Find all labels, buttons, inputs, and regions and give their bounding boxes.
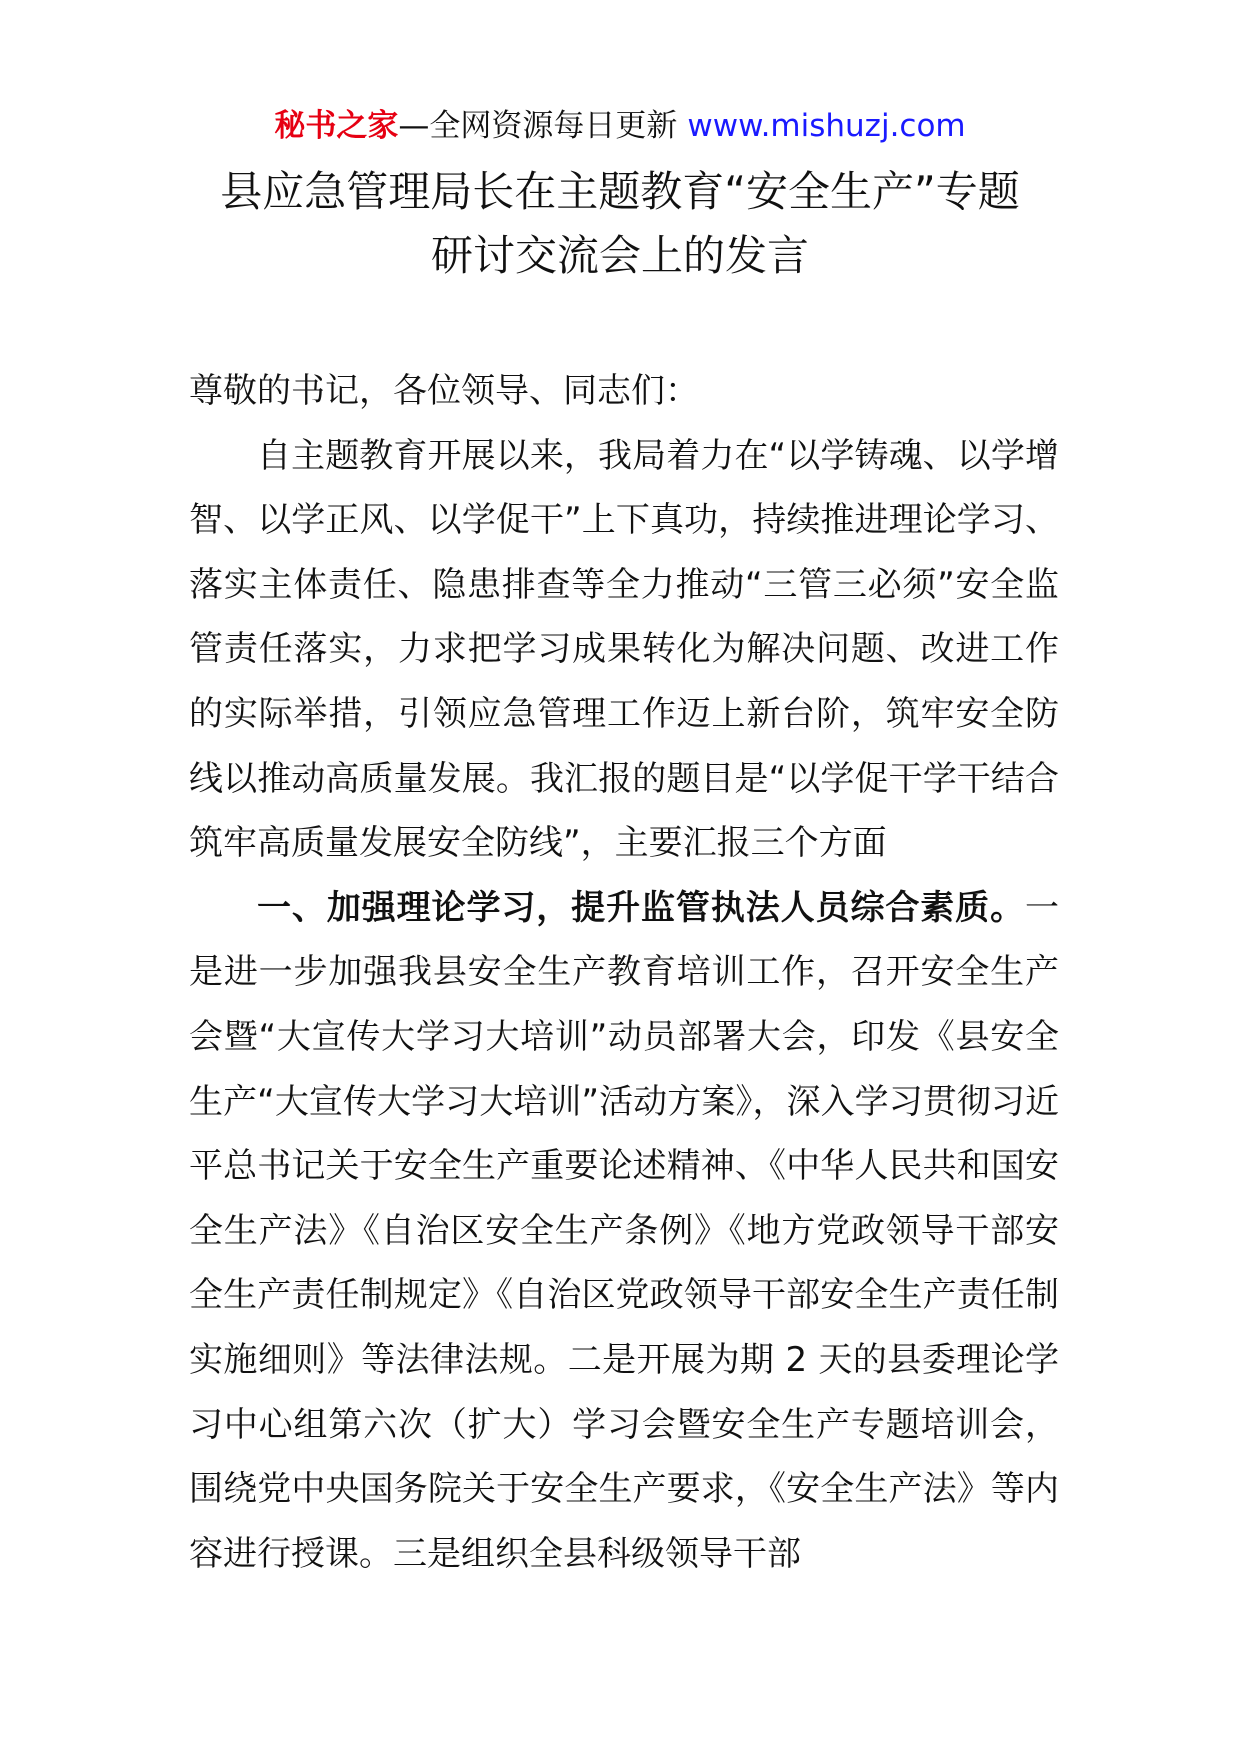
brand-name: 秘书之家 — [274, 108, 399, 144]
salutation: 尊敬的书记，各位领导、同志们： — [189, 371, 699, 411]
document-body — [189, 359, 1059, 1586]
header-tagline: —全网资源每日更新 — [398, 108, 678, 144]
site-url-link[interactable]: www.mishuzj.com — [687, 108, 966, 144]
document-title — [0, 160, 1240, 288]
section-1-body: 一是进一步加强我县安全生产教育培训工作，召开安全生产会暨“大宣传大学习大培训”动员部署大会，印发《县安全生产“大宣传大学习大培训”活动方案》，深入学习贯彻习近平总书记关于安全生产重要论述精神、《中华人民共和国安全生产法》《自治区安全生产条例》《地方党政领导干部安全生产责任制规定》《自治区党政领导干部安全生产责任制实施细则》等法律法规。二是开展为期 2 天的县委理论学习中心组第六次（扩大）学习会暨安全生产专题培训会，围绕党中央国务院关于安全生产要求，《安全生产法》等内容进行授课。三是组织全县科级领导干部 — [189, 887, 1059, 1574]
paragraph-section-1 — [189, 876, 1059, 1587]
section-1-heading: 一、加强理论学习，提升监管执法人员综合素质。 — [257, 887, 1025, 928]
site-header — [0, 104, 1240, 148]
title-line-2: 研讨交流会上的发言 — [430, 231, 809, 280]
paragraph-intro: 自主题教育开展以来，我局着力在“以学铸魂、以学增智、以学正风、以学促干”上下真功，持续推进理论学习、落实主体责任、隐患排查等全力推动“三管三必须”安全监管责任落实，力求把学习成果转化为解决问题、改进工作的实际举措，引领应急管理工作迈上新台阶，筑牢安全防线以推动高质量发展。我汇报的题目是“以学促干学干结合筑牢高质量发展安全防线”，主要汇报三个方面 — [189, 435, 1059, 864]
title-line-1: 县应急管理局长在主题教育“安全生产”专题 — [220, 167, 1020, 216]
